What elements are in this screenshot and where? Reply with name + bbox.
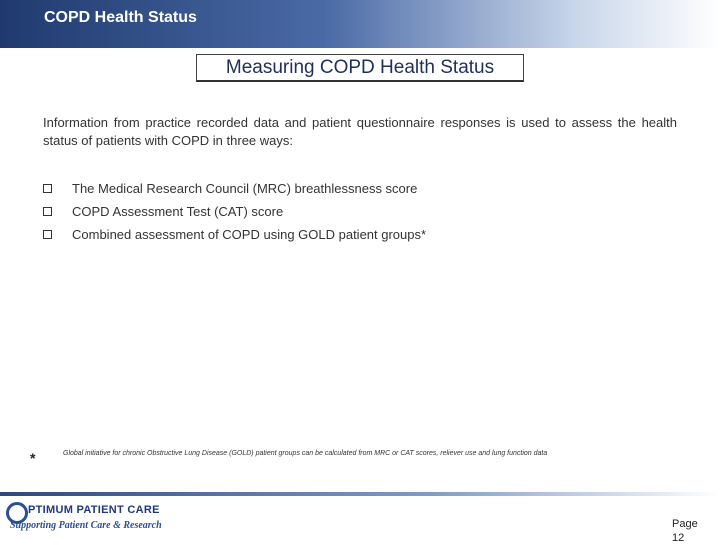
bullet-list xyxy=(43,177,426,246)
optimum-patient-care-logo xyxy=(4,500,174,536)
bullet-text: The Medical Research Council (MRC) breathlessness score xyxy=(72,181,418,196)
bullet-text: COPD Assessment Test (CAT) score xyxy=(72,204,284,219)
page-indicator xyxy=(672,517,712,545)
footnote-marker: * xyxy=(30,450,36,466)
header-bar xyxy=(0,0,720,48)
checkbox-bullet-icon xyxy=(43,230,52,239)
footer-divider xyxy=(0,492,720,496)
logo-tagline: Supporting Patient Care & Research xyxy=(10,520,162,531)
checkbox-bullet-icon xyxy=(43,184,52,193)
slide-title: Measuring COPD Health Status xyxy=(196,54,524,82)
footnote-text: Global initiative for chronic Obstructive Lung Disease (GOLD) patient groups can be calculated from MRC or CAT scores, reliever use and lung function data xyxy=(63,450,548,457)
list-item xyxy=(43,177,426,200)
header-title: COPD Health Status xyxy=(44,9,197,26)
list-item xyxy=(43,200,426,223)
page-label: Page xyxy=(672,518,698,530)
page-number: 12 xyxy=(672,532,685,544)
logo-name: PTIMUM PATIENT CARE xyxy=(28,504,160,516)
bullet-text: Combined assessment of COPD using GOLD patient groups* xyxy=(72,227,427,242)
intro-paragraph: Information from practice recorded data and patient questionnaire responses is used to assess the health status of patients with COPD in three ways: xyxy=(43,115,677,148)
checkbox-bullet-icon xyxy=(43,207,52,216)
list-item xyxy=(43,223,426,246)
